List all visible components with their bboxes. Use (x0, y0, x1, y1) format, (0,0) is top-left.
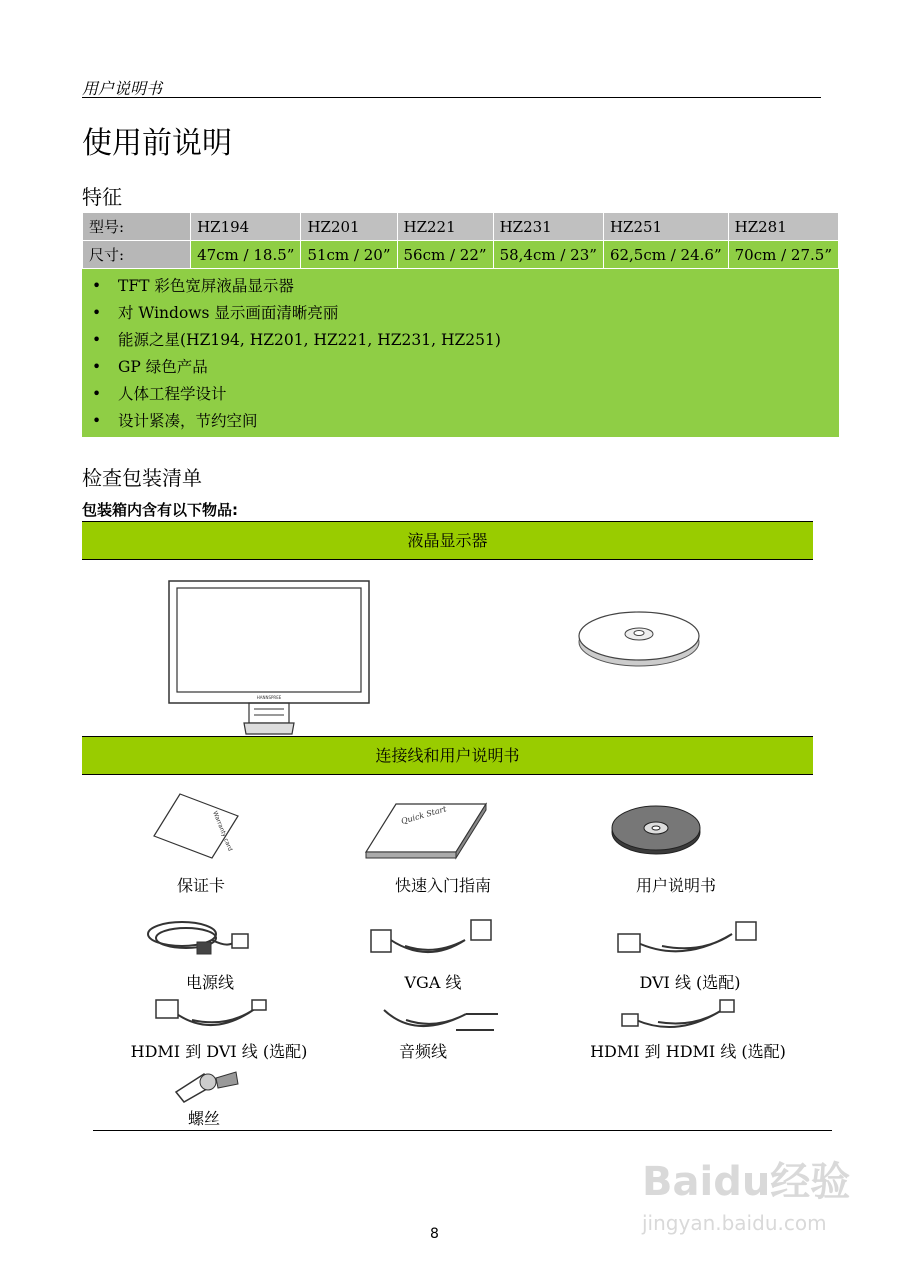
model-cell: HZ281 (728, 213, 838, 241)
checklist-heading: 检查包装清单 (82, 466, 202, 490)
model-cell: HZ251 (603, 213, 728, 241)
item-label-hdmi-hdmi: HDMI 到 HDMI 线 (选配) (590, 1042, 786, 1061)
page-title: 使用前说明 (82, 126, 232, 161)
monitor-illustration (166, 578, 372, 738)
item-label-quick-start: 快速入门指南 (394, 876, 491, 895)
model-row (83, 213, 839, 241)
quick-start-illustration (360, 800, 490, 862)
watermark-url: jingyan.baidu.com (642, 1211, 827, 1235)
header-rule (82, 97, 821, 98)
model-cell: HZ221 (397, 213, 493, 241)
item-label-manual: 用户说明书 (635, 876, 716, 895)
audio-cable-illustration (376, 1000, 502, 1040)
size-cell: 47cm / 18.5” (191, 241, 301, 269)
quick-start-text: Quick Start (400, 804, 448, 826)
monitor-brand-text: HANNSPREE (256, 695, 282, 700)
feature-item: • GP 绿色产品 (118, 354, 839, 381)
power-cable-illustration (142, 912, 254, 966)
item-label-hdmi-dvi: HDMI 到 DVI 线 (选配) (130, 1042, 308, 1061)
spec-table (82, 212, 839, 269)
size-cell: 51cm / 20” (301, 241, 397, 269)
vga-cable-illustration (365, 916, 497, 966)
size-label: 尺寸: (83, 241, 191, 269)
item-label-dvi: DVI 线 (选配) (639, 973, 741, 992)
warranty-card-text: Warranty card (211, 810, 234, 853)
dvi-cable-illustration (612, 918, 760, 964)
features-heading: 特征 (82, 185, 122, 209)
model-cell: HZ231 (493, 213, 603, 241)
item-label-audio: 音频线 (398, 1042, 447, 1061)
checklist-subheading: 包装箱内含有以下物品: (82, 501, 238, 519)
model-cell: HZ194 (191, 213, 301, 241)
warranty-card-illustration (150, 790, 242, 862)
feature-item: • TFT 彩色宽屏液晶显示器 (118, 273, 839, 300)
stand-base-illustration (575, 598, 705, 672)
item-label-power: 电源线 (185, 973, 234, 992)
feature-list-box (82, 269, 839, 437)
item-label-vga: VGA 线 (404, 973, 462, 992)
footer-rule (93, 1130, 832, 1131)
feature-item: • 对 Windows 显示画面清晰亮丽 (118, 300, 839, 327)
size-cell: 62,5cm / 24.6” (603, 241, 728, 269)
manual-cd-illustration (610, 802, 702, 856)
feature-item: • 设计紧凑，节约空间 (118, 408, 839, 435)
model-cell: HZ201 (301, 213, 397, 241)
header-title: 用户说明书 (82, 79, 163, 98)
page-number: 8 (430, 1226, 439, 1242)
section-bar-cables: 连接线和用户说明书 (82, 736, 813, 775)
model-label: 型号: (83, 213, 191, 241)
watermark (642, 1150, 850, 1235)
size-cell: 70cm / 27.5” (728, 241, 838, 269)
feature-item: • 人体工程学设计 (118, 381, 839, 408)
size-cell: 56cm / 22” (397, 241, 493, 269)
screw-illustration (172, 1066, 242, 1106)
size-cell: 58,4cm / 23” (493, 241, 603, 269)
hdmi-dvi-cable-illustration (152, 996, 270, 1040)
watermark-brand: Baidu经验 (642, 1159, 851, 1205)
feature-item: • 能源之星(HZ194, HZ201, HZ221, HZ231, HZ251) (118, 327, 839, 354)
size-row (83, 241, 839, 269)
item-label-screw: 螺丝 (187, 1109, 220, 1128)
item-label-warranty: 保证卡 (176, 876, 225, 895)
hdmi-hdmi-cable-illustration (618, 996, 740, 1038)
section-bar-monitor: 液晶显示器 (82, 521, 813, 560)
